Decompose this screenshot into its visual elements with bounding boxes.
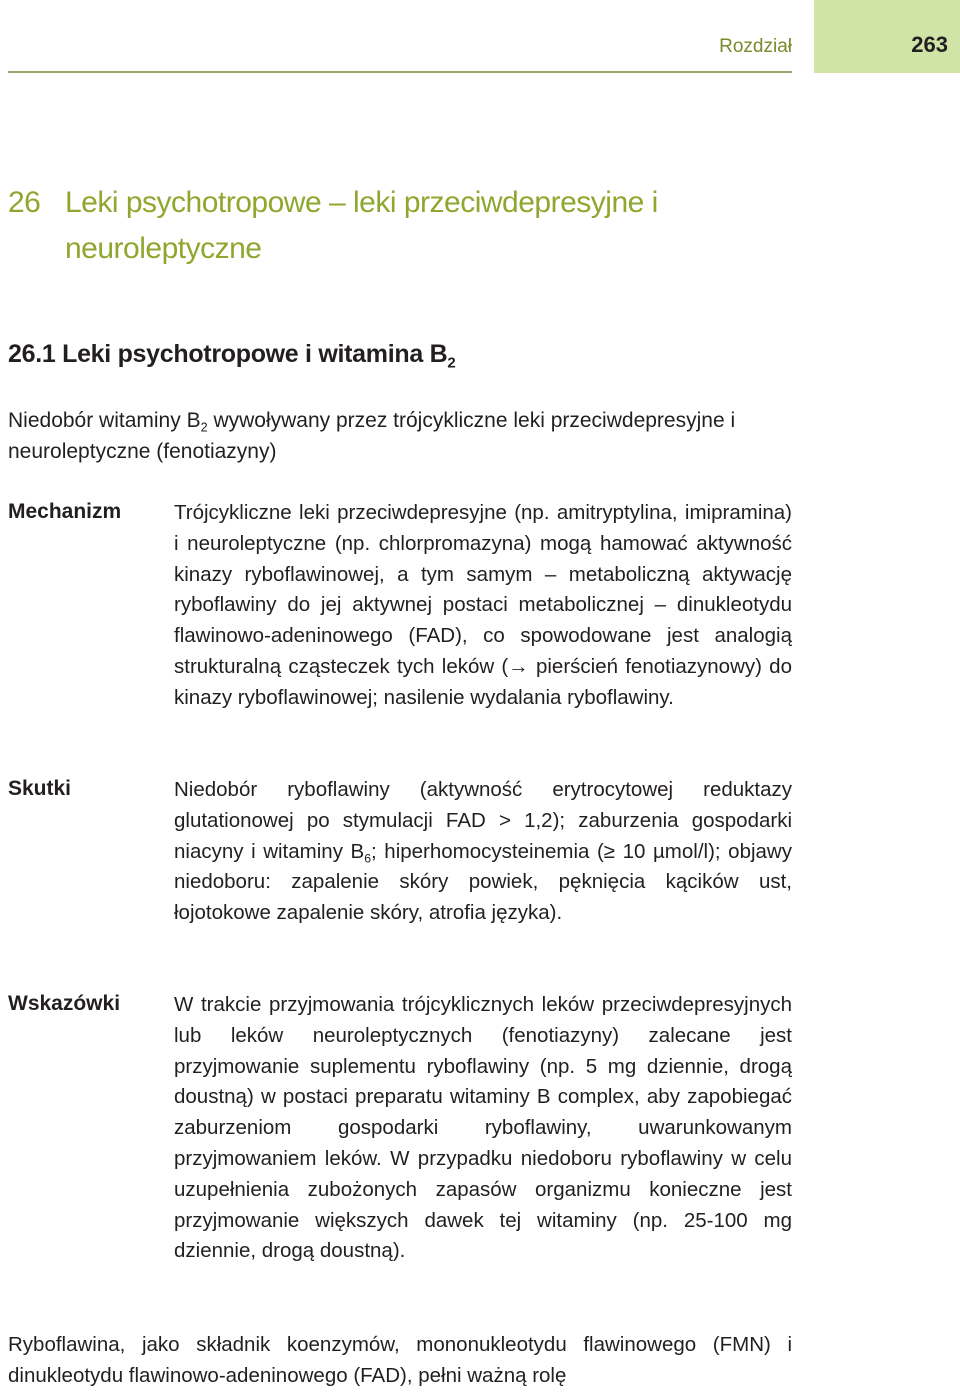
- subsection-title-start: Niedobór witaminy B: [8, 409, 201, 432]
- effects-text-start: Niedobór ryboflawiny (aktywność erytrocytowej reduktazy glutationowej po stymulacji FAD > 1,2); zaburzenia gospodarki niacyny i witaminy B: [174, 778, 792, 863]
- effects-text-end: ; hiperhomocysteinemia (≥ 10 µmol/l); objawy niedoboru: zapalenie skóry powiek, pęknięcia kącików ust, łojotokowe zapalenie skóry, atrofia języka).: [174, 839, 792, 925]
- section-title: [8, 340, 456, 372]
- header-divider: [8, 71, 792, 73]
- mechanism-text: Trójcykliczne leki przeciwdepresyjne (np. amitryptylina, imipramina) i neuroleptyczne (np. chlorpromazyna) mogą hamować aktywność kinazy ryboflawinowej, a tym samym – metaboliczną aktywację ryboflawiny do jej aktywnej postaci metabolicznej – dinukleotydu flawinowo-adeninowego (FAD), co spowodowane jest analogią strukturalną cząsteczek tych leków (→ pierścień fenotiazynowy) do kinazy ryboflawinowej; nasilenie wydalania ryboflawiny.: [174, 501, 792, 709]
- subsection-title-end: wywoływany przez trójcykliczne leki przeciwdepresyjne i neuroleptyczne (fenotiazyny): [8, 409, 736, 463]
- running-header-chapter: Rozdział: [719, 36, 792, 57]
- chapter-title-text: Leki psychotropowe – leki przeciwdepresyjne i neuroleptyczne: [65, 186, 658, 265]
- section-title-text: 26.1 Leki psychotropowe i witamina B: [8, 340, 448, 368]
- guidance-text: W trakcie przyjmowania trójcyklicznych leków przeciwdepresyjnych lub leków neuroleptycznych (fenotiazyny) zalecane jest przyjmowanie suplementu ryboflawiny (np. 5 mg dziennie, drogą doustną) w postaci preparatu witaminy B complex, aby zapobiegać zaburzeniom gospodarki ryboflawiny, uwarunkowanym przyjmowaniem leków. W przypadku niedoboru ryboflawiny w celu uzupełnienia zubożonych zapasów organizmu konieczne jest przyjmowanie większych dawek tej witaminy (np. 25-100 mg dziennie, drogą doustną).: [174, 993, 792, 1263]
- effects-text-subscript: 6: [364, 850, 372, 865]
- closing-paragraph: Ryboflawina, jako składnik koenzymów, mononukleotydu flawinowego (FMN) i dinukleotydu flawinowo-adeninowego (FAD), pełni ważną rolę: [8, 1333, 792, 1387]
- section-title-subscript: 2: [447, 354, 456, 372]
- subsection-title-subscript: 2: [200, 420, 208, 435]
- effects-label: Skutki: [8, 777, 72, 800]
- page-number: 263: [911, 32, 948, 57]
- subsection-title: [8, 405, 788, 467]
- guidance-label: Wskazówki: [8, 992, 121, 1015]
- mechanism-label: Mechanizm: [8, 500, 122, 523]
- chapter-number: 26: [8, 186, 41, 219]
- page-number-tab: [814, 0, 960, 73]
- effects-text: [174, 775, 792, 929]
